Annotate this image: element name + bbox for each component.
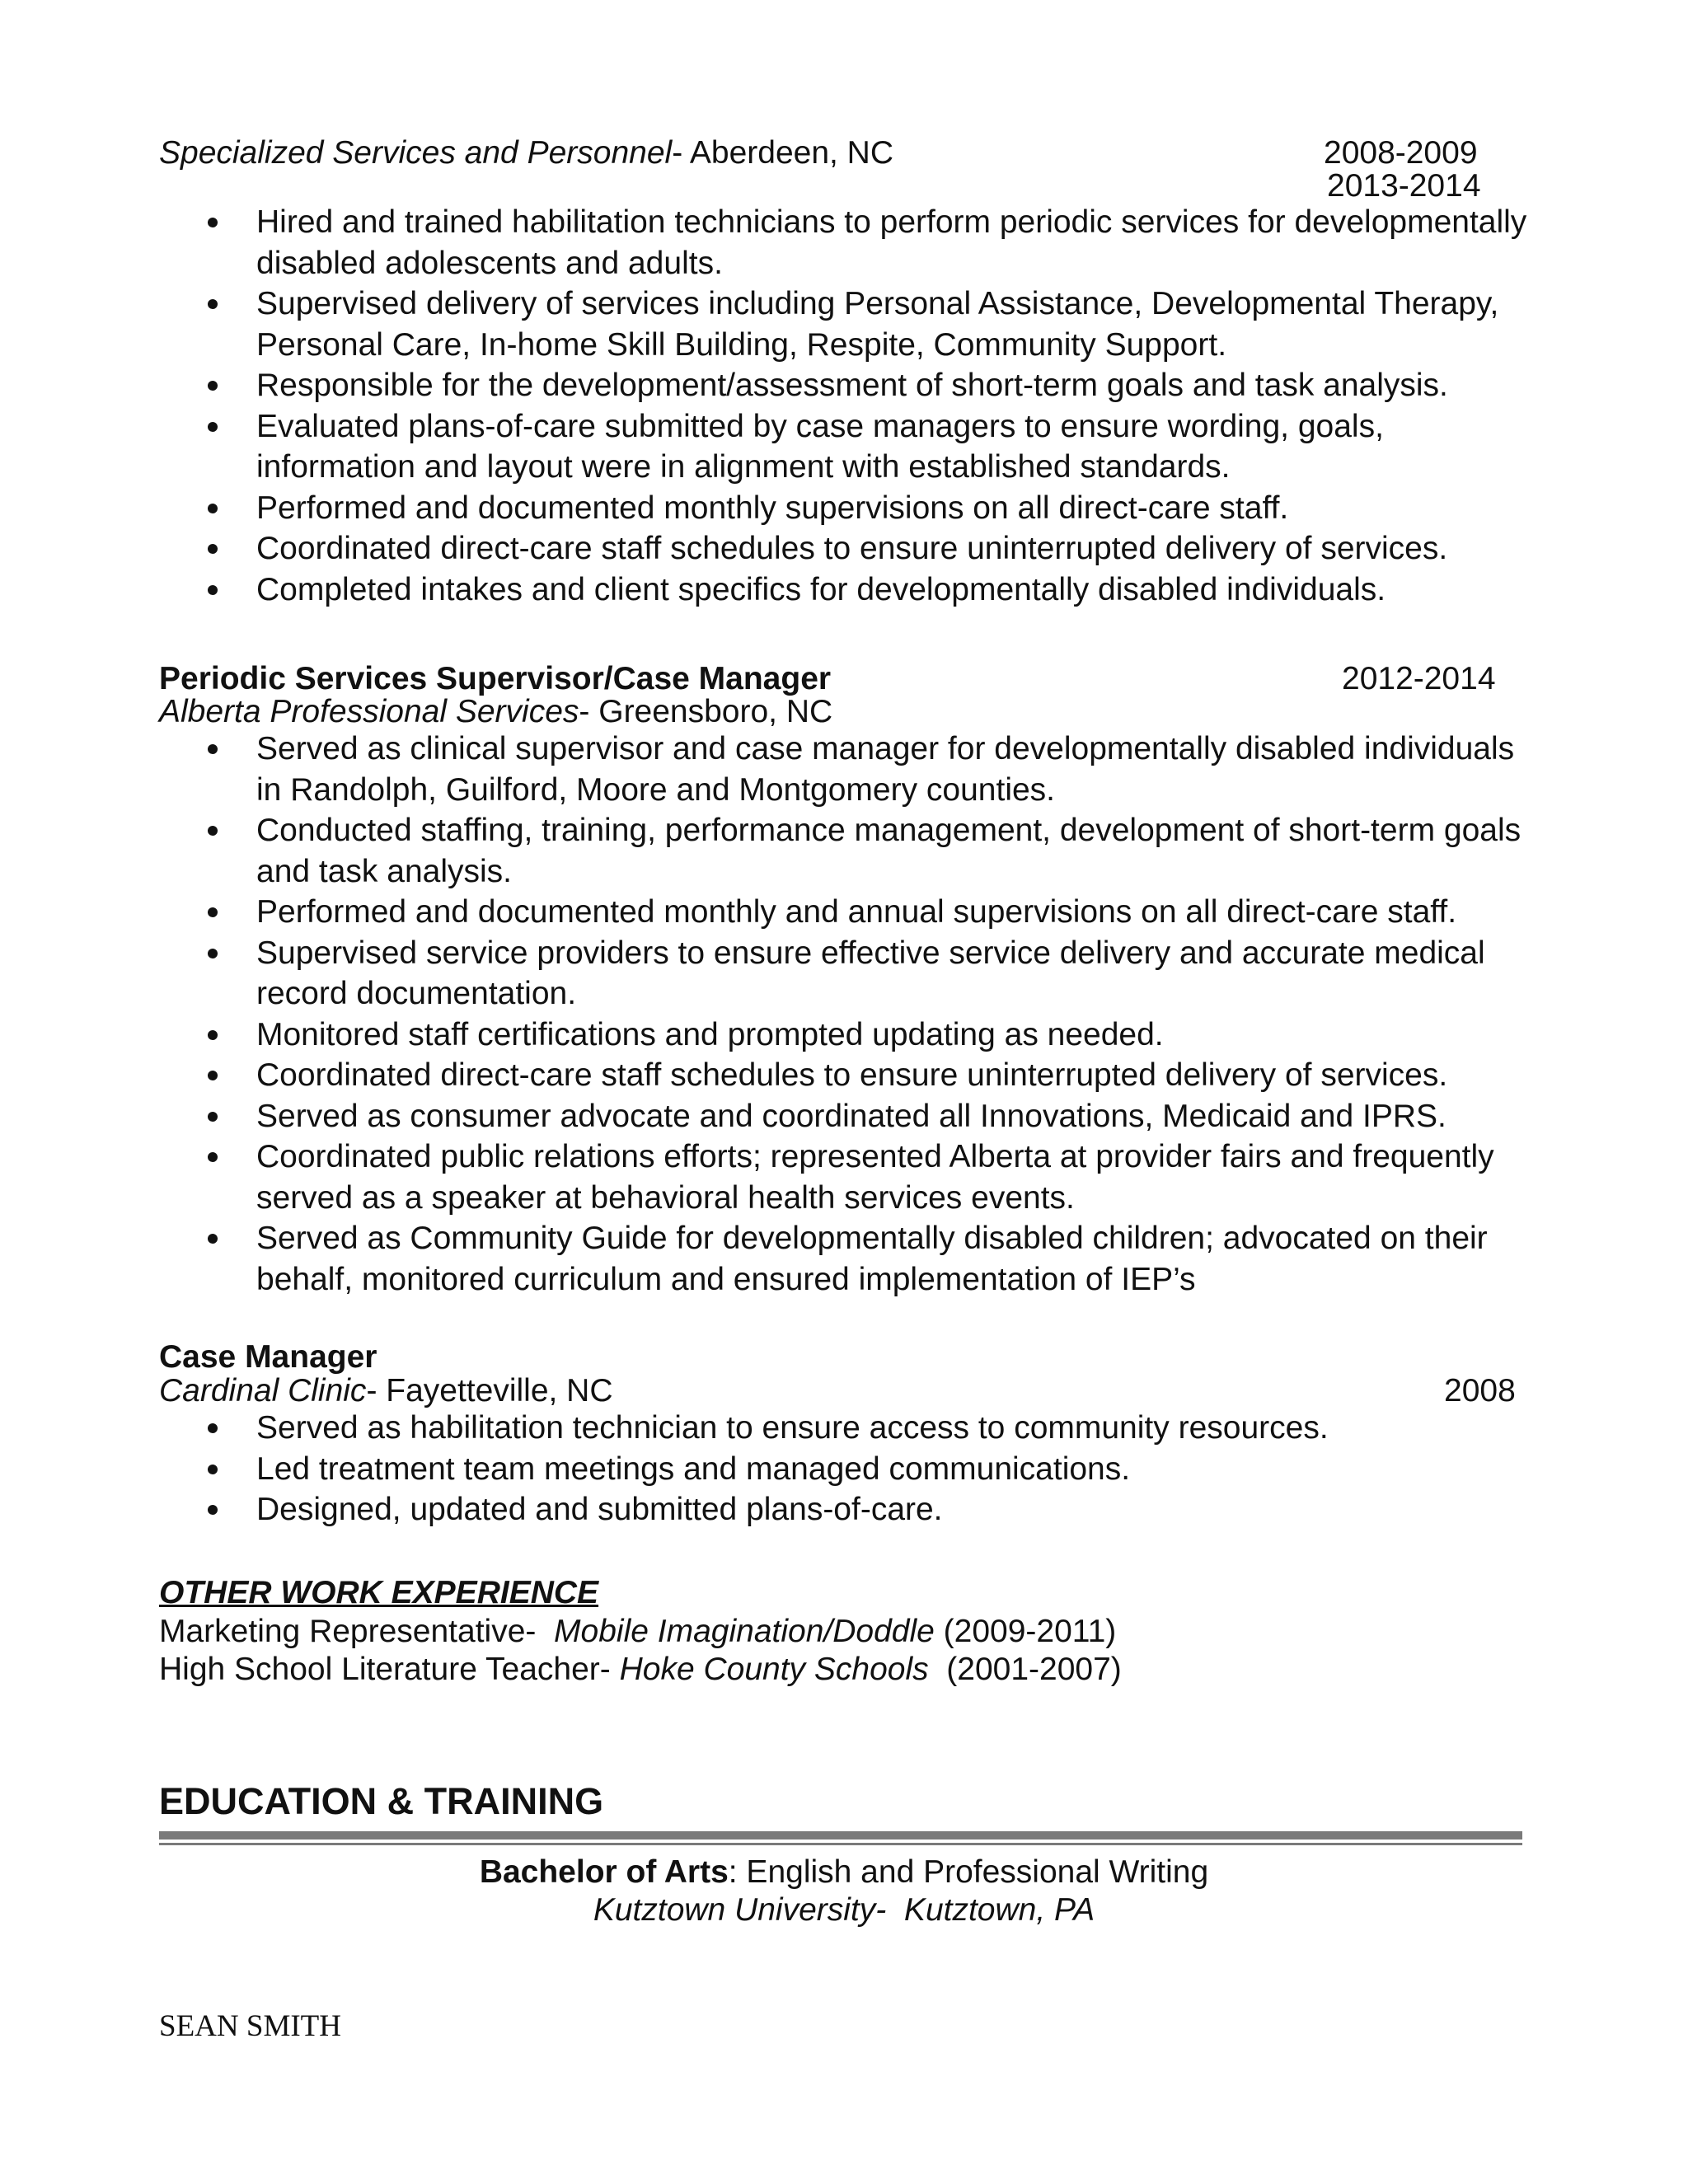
- bullet-icon: [208, 949, 218, 958]
- job3-header: [159, 1375, 613, 1407]
- list-item: Coordinated public relations efforts; represented Alberta at provider fairs and frequently served as a speaker at behavioral health services events.: [256, 1137, 1542, 1218]
- job2-title: Periodic Services Supervisor/Case Manager: [159, 661, 832, 696]
- other-work-item: [159, 1615, 1116, 1647]
- job1-header: [159, 137, 893, 169]
- other-work-role: Marketing Representative-: [159, 1614, 555, 1649]
- education-field: : English and Professional Writing: [728, 1854, 1209, 1890]
- list-item: Performed and documented monthly and annual supervisions on all direct-care staff.: [256, 892, 1542, 933]
- job2-bullet-list: [256, 729, 1542, 1300]
- other-work-org: Mobile Imagination/Doddle: [554, 1614, 935, 1649]
- bullet-icon: [208, 1030, 218, 1040]
- job3-bullet-list: [256, 1408, 1542, 1530]
- bullet-icon: [208, 585, 218, 595]
- list-item: Designed, updated and submitted plans-of-care.: [256, 1489, 1542, 1530]
- bullet-icon: [208, 1112, 218, 1122]
- list-item: Led treatment team meetings and managed communications.: [256, 1449, 1542, 1490]
- bullet-icon: [208, 544, 218, 554]
- job2-header: [159, 696, 832, 728]
- education-heading: EDUCATION & TRAINING: [159, 1780, 604, 1822]
- other-work-role: High School Literature Teacher-: [159, 1652, 620, 1687]
- education-degree: Bachelor of Arts: [479, 1854, 729, 1890]
- list-item: Conducted staffing, training, performance management, development of short-term goals and task analysis.: [256, 810, 1542, 892]
- list-item: Served as clinical supervisor and case manager for developmentally disabled individuals in Randolph, Guilford, Moore and Montgomery counties.: [256, 729, 1542, 810]
- job2-location: - Greensboro, NC: [579, 694, 833, 729]
- education-school: Kutztown University- Kutztown, PA: [593, 1892, 1095, 1928]
- job2-dates: 2012-2014: [1342, 661, 1496, 696]
- list-item: Performed and documented monthly supervisions on all direct-care staff.: [256, 488, 1542, 529]
- job3-location: - Fayetteville, NC: [366, 1373, 613, 1408]
- list-item: Evaluated plans-of-care submitted by case managers to ensure wording, goals, information and layout were in alignment with established standards.: [256, 406, 1542, 488]
- list-item: Coordinated direct-care staff schedules to ensure uninterrupted delivery of services.: [256, 1055, 1542, 1096]
- job3-org: Cardinal Clinic: [159, 1373, 367, 1408]
- job3-title: Case Manager: [159, 1339, 377, 1375]
- bullet-icon: [208, 907, 218, 917]
- list-item: Served as consumer advocate and coordinated all Innovations, Medicaid and IPRS.: [256, 1096, 1542, 1137]
- job3-dates: 2008: [1444, 1373, 1516, 1408]
- bullet-icon: [208, 504, 218, 513]
- list-item: Supervised service providers to ensure effective service delivery and accurate medical record documentation.: [256, 933, 1542, 1015]
- job1-date-1: 2008-2009: [1324, 135, 1478, 171]
- job2-org: Alberta Professional Services: [159, 694, 579, 729]
- list-item: Completed intakes and client specifics for developmentally disabled individuals.: [256, 569, 1542, 611]
- section-divider-thin: [159, 1843, 1522, 1845]
- list-item: Supervised delivery of services including Personal Assistance, Developmental Therapy, Personal Care, In-home Skill Building, Respite, Community Support.: [256, 284, 1542, 365]
- bullet-icon: [208, 826, 218, 836]
- other-work-item: [159, 1653, 1122, 1685]
- list-item: Monitored staff certifications and prompted updating as needed.: [256, 1015, 1542, 1056]
- bullet-icon: [208, 1071, 218, 1080]
- education-degree-line: [0, 1856, 1688, 1888]
- other-work-org: Hoke County Schools: [619, 1652, 929, 1687]
- bullet-icon: [208, 1423, 218, 1433]
- list-item: Served as habilitation technician to ensure access to community resources.: [256, 1408, 1542, 1449]
- job1-date-2: 2013-2014: [1327, 168, 1481, 204]
- job1-org: Specialized Services and Personnel: [159, 135, 673, 171]
- other-work-dates: (2001-2007): [928, 1652, 1122, 1687]
- other-work-heading: OTHER WORK EXPERIENCE: [159, 1575, 599, 1610]
- section-divider-thick: [159, 1831, 1522, 1840]
- job1-location: - Aberdeen, NC: [672, 135, 894, 171]
- bullet-icon: [208, 422, 218, 432]
- bullet-icon: [208, 1505, 218, 1515]
- list-item: Hired and trained habilitation technicians to perform periodic services for developmentally disabled adolescents and adults.: [256, 202, 1542, 284]
- bullet-icon: [208, 1234, 218, 1244]
- list-item: Coordinated direct-care staff schedules to ensure uninterrupted delivery of services.: [256, 528, 1542, 569]
- bullet-icon: [208, 1465, 218, 1474]
- bullet-icon: [208, 218, 218, 227]
- job1-bullet-list: [256, 202, 1542, 610]
- bullet-icon: [208, 299, 218, 309]
- list-item: Responsible for the development/assessment of short-term goals and task analysis.: [256, 365, 1542, 406]
- bullet-icon: [208, 1152, 218, 1162]
- footer-name: SEAN SMITH: [159, 2009, 341, 2043]
- list-item: Served as Community Guide for developmentally disabled children; advocated on their behalf, monitored curriculum and ensured implementation of IEP’s: [256, 1218, 1542, 1300]
- bullet-icon: [208, 381, 218, 391]
- other-work-dates: (2009-2011): [934, 1614, 1117, 1649]
- bullet-icon: [208, 744, 218, 754]
